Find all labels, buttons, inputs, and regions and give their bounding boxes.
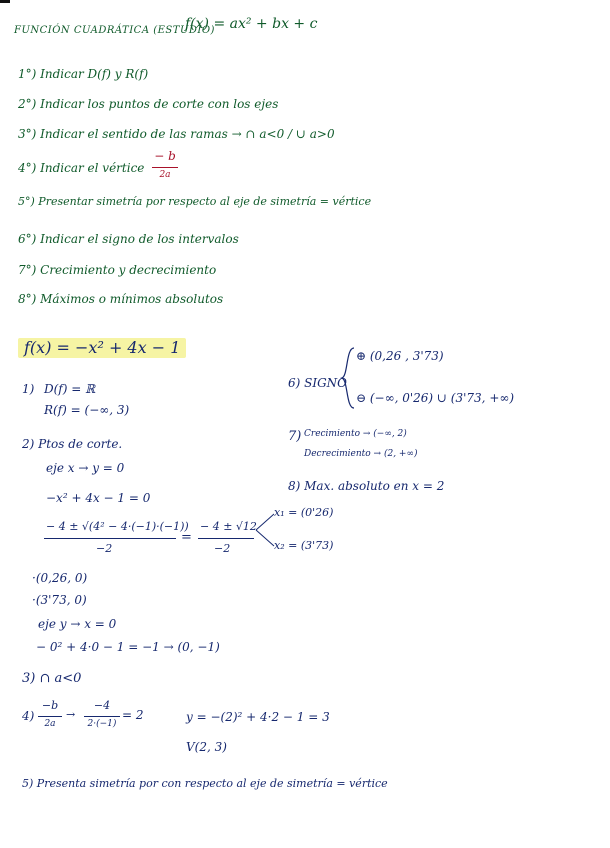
vertex-b-denominator: 2a [44, 719, 56, 729]
axis-y-condition: eje y → x = 0 [38, 617, 117, 631]
vertex-arrow: → [66, 708, 76, 721]
quadratic-numerator: − 4 ± √(4² − 4·(−1)·(−1)) [46, 520, 189, 533]
domain-text: D(f) = ℝ [44, 382, 96, 396]
branches-direction: 3) ∩ a<0 [22, 671, 82, 686]
equation-y: − 0² + 4·0 − 1 = −1 → (0, −1) [36, 640, 220, 654]
vertex-step-label: 4) [22, 709, 35, 723]
absolute-maximum: 8) Max. absoluto en x = 2 [288, 479, 445, 493]
cut-points-heading: 2) Ptos de corte. [22, 437, 123, 451]
quadratic-numerator-simplified: − 4 ± √12 [200, 520, 257, 533]
sign-label: 6) SIGNO [288, 376, 348, 390]
step-3: 3°) Indicar el sentido de las ramas → ∩ a<0 / ∪ a>0 [18, 127, 335, 141]
vertex-value-bar [84, 716, 120, 717]
step-5: 5°) Presentar simetría por respecto al eje de simetría = vértice [18, 195, 372, 208]
vertex-fraction-bar [152, 167, 178, 168]
quadratic-denominator-simplified: −2 [214, 542, 231, 555]
vertex-y-computation: y = −(2)² + 4·2 − 1 = 3 [186, 710, 330, 724]
cut-point-2: ·(3'73, 0) [32, 593, 87, 607]
quadratic-fraction-bar [44, 538, 176, 539]
sign-negative-interval: ⊖ (−∞, 0'26) ∪ (3'73, +∞) [356, 391, 515, 405]
vertex-b-bar [38, 716, 62, 717]
step-1: 1°) Indicar D(f) y R(f) [18, 67, 149, 81]
axis-x-condition: eje x → y = 0 [46, 461, 125, 475]
equals-sign: = [181, 530, 192, 545]
equation-x: −x² + 4x − 1 = 0 [46, 491, 151, 505]
sign-brace [340, 346, 356, 410]
step-8: 8°) Máximos o mínimos absolutos [18, 292, 224, 306]
growth-increasing: Crecimiento → (−∞, 2) [304, 429, 407, 439]
growth-decreasing: Decrecimiento → (2, +∞) [304, 449, 418, 459]
page-title: FUNCIÓN CUADRÁTICA (ESTUDIO) [14, 25, 215, 36]
vertex-point: V(2, 3) [186, 740, 227, 754]
quadratic-denominator: −2 [96, 542, 113, 555]
growth-step-label: 7) [288, 429, 302, 444]
root-1: x₁ = (0'26) [274, 506, 334, 519]
domain-label: 1) [22, 382, 35, 396]
symmetry-statement: 5) Presenta simetría por con respecto al eje de simetría = vértice [22, 777, 388, 790]
example-function: f(x) = −x² + 4x − 1 [18, 338, 186, 358]
vertex-fraction-numerator: − b [154, 149, 176, 163]
quadratic-fraction-bar-simplified [198, 538, 254, 539]
vertex-x-result: = 2 [122, 708, 144, 722]
general-formula: f(x) = ax² + bx + c [185, 16, 318, 32]
step-4: 4°) Indicar el vértice [18, 161, 145, 175]
step-6: 6°) Indicar el signo de los intervalos [18, 232, 239, 246]
vertex-value-denominator: 2·(−1) [87, 719, 117, 729]
vertex-b-numerator: −b [41, 699, 59, 712]
vertex-value-numerator: −4 [93, 699, 111, 712]
range-text: R(f) = (−∞, 3) [44, 403, 130, 417]
page-corner-mark [0, 0, 10, 3]
cut-point-1: ·(0,26, 0) [32, 571, 88, 585]
step-7: 7°) Crecimiento y decrecimiento [18, 263, 217, 277]
step-2: 2°) Indicar los puntos de corte con los ejes [18, 97, 279, 111]
sign-positive-interval: ⊕ (0,26 , 3'73) [356, 349, 444, 363]
root-2: x₂ = (3'73) [274, 539, 334, 552]
vertex-fraction-denominator: 2a [159, 170, 171, 180]
